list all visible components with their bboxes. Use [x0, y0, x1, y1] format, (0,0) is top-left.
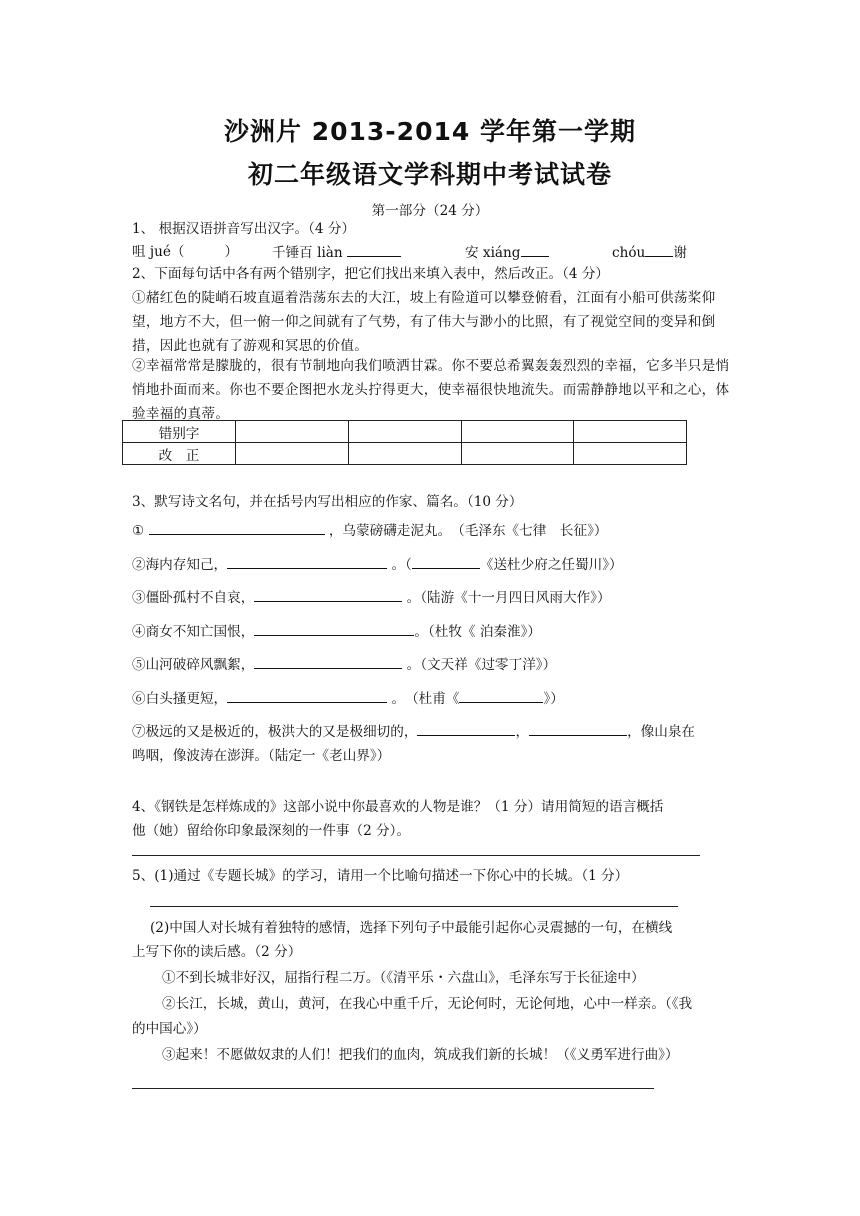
- table-cell[interactable]: [236, 443, 349, 465]
- q3-line-7-post: ，像山泉在: [627, 724, 696, 740]
- q3-line-6-mid: 。 （杜甫《: [391, 691, 460, 707]
- q2-stem: 2、下面每句话中各有两个错别字，把它们找出来填入表中，然后改正。（4 分）: [132, 266, 610, 282]
- q3-line-7-blank-2[interactable]: [529, 721, 627, 736]
- q1-item-2: [272, 242, 401, 263]
- q3-line-4: [132, 621, 541, 642]
- table-cell[interactable]: [461, 443, 574, 465]
- q3-line-2-mid: 。（: [391, 557, 412, 573]
- q1-item-4-pre: chóu: [612, 245, 646, 261]
- q1-item-3-blank[interactable]: [521, 242, 549, 257]
- q1-item-1: [132, 242, 238, 262]
- q3-line-6-tail: 》）: [543, 691, 564, 707]
- table-cell[interactable]: [348, 443, 461, 465]
- q1-item-4-post: 谢: [673, 245, 687, 261]
- q1-item-3: [465, 242, 549, 263]
- q3-line-7-blank-1[interactable]: [417, 721, 515, 736]
- q3-line-3-blank[interactable]: [254, 587, 402, 602]
- part1-heading: 第一部分（24 分）: [371, 203, 489, 219]
- table-cell[interactable]: [461, 421, 574, 443]
- table-header-correction: 改 正: [123, 443, 236, 465]
- table-cell[interactable]: [348, 421, 461, 443]
- q5-option-3: ③起来！不愿做奴隶的人们！把我们的血肉，筑成我们新的长城！（《义勇军进行曲》）: [162, 1047, 679, 1063]
- q5-1-answer-line[interactable]: [150, 906, 678, 907]
- q2-paragraph-1: ①赭红色的陡峭石坡直逼着浩荡东去的大江，坡上有险道可以攀登俯看，江面有小船可供荡桨仰望，地方不大，但一俯一仰之间就有了气势，有了伟大与渺小的比照，有了视觉空间的变异和倒措，因此也就有了游观和冥思的价值。: [132, 290, 716, 354]
- q3-line-6-blank[interactable]: [227, 688, 387, 703]
- q1-item-3-pre: 安 xiáng: [465, 245, 521, 261]
- table-header-typo: 错别字: [123, 421, 236, 443]
- table-cell[interactable]: [574, 443, 687, 465]
- q1-item-4: [612, 242, 687, 263]
- q3-line-1: [132, 520, 608, 541]
- q1-stem: 1、 根据汉语拼音写出汉字。（4 分）: [132, 221, 356, 237]
- q5-line-1: 5、(1)通过《专题长城》的学习，请用一个比喻句描述一下你心中的长城。（1 分）: [132, 868, 629, 884]
- q3-line-5: [132, 654, 556, 675]
- q5-option-2-line-2: 的中国心》）: [132, 1021, 207, 1037]
- q4-answer-line[interactable]: [132, 855, 700, 856]
- exam-title-line1: 沙洲片 2013-2014 学年第一学期: [224, 117, 636, 146]
- table-row: [123, 443, 687, 465]
- q3-line-7-pre: ⑦极远的又是极近的，极洪大的又是极细切的，: [132, 724, 418, 740]
- q3-line-2: [132, 554, 623, 575]
- q4-line-1: 4、《钢铁是怎样炼成的》这部小说中你最喜欢的人物是谁？（1 分）请用简短的语言概括: [132, 799, 664, 815]
- q3-line-6-pre: ⑥白头搔更短，: [132, 691, 228, 707]
- q3-line-3: [132, 587, 611, 608]
- q3-line-7-mid: ，: [515, 724, 530, 740]
- table-cell[interactable]: [574, 421, 687, 443]
- q3-line-7b: 鸣咽，像波涛在澎湃。（陆定一《老山界》）: [132, 748, 391, 764]
- q3-line-5-pre: ⑤山河破碎风飘絮，: [132, 657, 255, 673]
- q4-line-2: 他（她）留给你印象最深刻的一件事（2 分）。: [132, 823, 411, 839]
- table-row: [123, 421, 687, 443]
- q5-2-answer-line[interactable]: [132, 1088, 654, 1089]
- q2-paragraph-2: ②幸福常常是朦胧的，很有节制地向我们喷洒甘霖。你不要总希翼轰轰烈烈的幸福，它多半只是悄悄地扑面而来。你也不要企图把水龙头拧得更大，使幸福很快地流失。而需静静地以平和之心，体验幸福的真蒂。: [132, 358, 730, 422]
- q3-line-6-title-blank[interactable]: [459, 688, 543, 703]
- q3-line-2-blank[interactable]: [227, 554, 387, 569]
- q3-stem: 3、默写诗文名句，并在括号内写出相应的作家、篇名。（10 分）: [132, 494, 523, 510]
- q5-2-line-2: 上写下你的读后感。（2 分）: [132, 944, 302, 960]
- q3-line-4-post: 。（杜牧《 泊秦淮》）: [414, 624, 542, 640]
- q5-option-1: ①不到长城非好汉，屈指行程二万。（《清平乐・六盘山》，毛泽东写于长征途中）: [162, 970, 645, 986]
- q1-item-1-post: ）: [224, 244, 239, 260]
- q3-line-5-blank[interactable]: [254, 654, 402, 669]
- q3-line-1-post: ，乌蒙磅礴走泥丸。 （毛泽东《七律 长征》）: [328, 523, 608, 539]
- q3-line-1-blank[interactable]: [149, 520, 325, 535]
- q3-line-2-pre: ②海内存知己，: [132, 557, 228, 573]
- q3-line-5-post: 。（文天祥《过零丁洋》）: [406, 657, 557, 673]
- q3-line-6: [132, 688, 564, 709]
- exam-title-line2: 初二年级语文学科期中考试试卷: [247, 160, 612, 189]
- q5-option-2-line-1: ②长江，长城，黄山，黄河，在我心中重千斤，无论何时，无论何地，心中一样亲。（《我: [162, 996, 693, 1012]
- q3-line-3-post: 。（陆游《十一月四日风雨大作》）: [406, 590, 611, 606]
- q1-item-1-pre: 咀 jué（: [132, 244, 185, 260]
- q3-line-2-tail: 《送杜少府之任蜀川》）: [479, 557, 623, 573]
- q3-line-1-pre: ①: [132, 523, 145, 539]
- q1-item-4-blank[interactable]: [645, 242, 673, 257]
- q5-2-line-1: (2)中国人对长城有着独特的感情，选择下列句子中最能引起你心灵震撼的一句，在横线: [150, 920, 673, 936]
- q1-item-2-blank[interactable]: [347, 242, 401, 257]
- q3-line-4-blank[interactable]: [254, 621, 414, 636]
- q3-line-4-pre: ④商女不知亡国恨，: [132, 624, 255, 640]
- q3-line-3-pre: ③僵卧孤村不自哀，: [132, 590, 255, 606]
- q3-line-7: [132, 721, 695, 742]
- table-cell[interactable]: [236, 421, 349, 443]
- typo-correction-table: [122, 420, 687, 465]
- q3-line-2-author-blank[interactable]: [412, 554, 480, 569]
- q1-item-2-pre: 千锤百 liàn: [272, 245, 343, 261]
